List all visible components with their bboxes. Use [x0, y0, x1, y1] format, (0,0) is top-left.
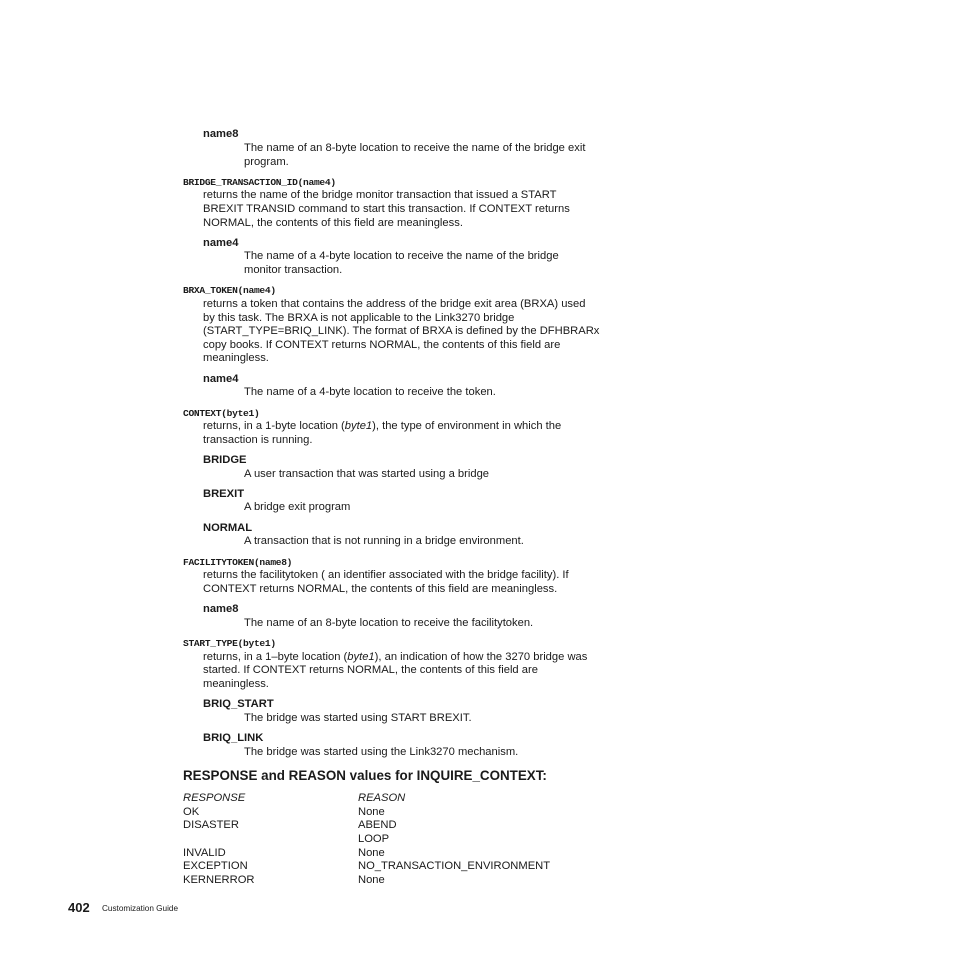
- table-cell-reason: ABEND: [358, 819, 397, 831]
- desc-line: A user transaction that was started using a bridge: [244, 468, 490, 480]
- term-start-type: START_TYPE(byte1): [183, 638, 276, 649]
- response-heading: RESPONSE and REASON values for INQUIRE_CONTEXT:: [183, 768, 547, 783]
- desc-line: A transaction that is not running in a bridge environment.: [244, 535, 524, 547]
- table-cell-reason: None: [358, 874, 385, 886]
- table-cell-response: INVALID: [183, 847, 226, 859]
- term-briq-link: BRIQ_LINK: [203, 732, 264, 744]
- term-facilitytoken: FACILITYTOKEN(name8): [183, 557, 293, 568]
- desc-line: returns the name of the bridge monitor transaction that issued a START: [203, 189, 557, 201]
- table-header-response: RESPONSE: [183, 792, 246, 804]
- term-briq-start: BRIQ_START: [203, 698, 274, 710]
- desc-line: (START_TYPE=BRIQ_LINK). The format of BRXA is defined by the DFHBRARx: [203, 325, 600, 337]
- page-number: 402: [68, 900, 90, 915]
- table-cell-response: EXCEPTION: [183, 860, 248, 872]
- desc-line: The bridge was started using START BREXIT.: [244, 712, 472, 724]
- desc-line: transaction is running.: [203, 434, 313, 446]
- table-header-reason: REASON: [358, 792, 406, 804]
- desc-line: program.: [244, 156, 289, 168]
- desc-line: meaningless.: [203, 352, 269, 364]
- table-cell-response: KERNERROR: [183, 874, 255, 886]
- desc-line: NORMAL, the contents of this field are meaningless.: [203, 217, 463, 229]
- desc-line: by this task. The BRXA is not applicable to the Link3270 bridge: [203, 312, 515, 324]
- desc-line: The name of a 4-byte location to receive the name of the bridge: [244, 250, 559, 262]
- table-cell-reason: None: [358, 847, 385, 859]
- desc-line: returns, in a 1–byte location (byte1), an indication of how the 3270 bridge was: [203, 651, 588, 663]
- table-cell-reason: NO_TRANSACTION_ENVIRONMENT: [358, 860, 551, 872]
- term-name8: name8: [203, 603, 239, 615]
- desc-line: meaningless.: [203, 678, 269, 690]
- term-normal: NORMAL: [203, 522, 253, 534]
- table-cell-response: DISASTER: [183, 819, 239, 831]
- desc-line: The name of an 8-byte location to receive the name of the bridge exit: [244, 142, 586, 154]
- term-name4: name4: [203, 237, 239, 249]
- desc-line: CONTEXT returns NORMAL, the contents of this field are meaningless.: [203, 583, 558, 595]
- term-name8: name8: [203, 128, 239, 140]
- desc-line: A bridge exit program: [244, 501, 351, 513]
- term-brexit: BREXIT: [203, 488, 245, 500]
- table-cell-reason: LOOP: [358, 833, 390, 845]
- desc-line: BREXIT TRANSID command to start this transaction. If CONTEXT returns: [203, 203, 570, 215]
- term-context: CONTEXT(byte1): [183, 408, 260, 419]
- desc-line: returns the facilitytoken ( an identifier associated with the bridge facility). If: [203, 569, 569, 581]
- desc-line: The bridge was started using the Link3270 mechanism.: [244, 746, 519, 758]
- table-cell-response: OK: [183, 806, 200, 818]
- desc-line: The name of a 4-byte location to receive the token.: [244, 386, 496, 398]
- desc-line: copy books. If CONTEXT returns NORMAL, the contents of this field are: [203, 339, 561, 351]
- book-title: Customization Guide: [102, 904, 178, 913]
- desc-line: started. If CONTEXT returns NORMAL, the contents of this field are: [203, 664, 538, 676]
- term-name4: name4: [203, 373, 239, 385]
- desc-line: returns a token that contains the address of the bridge exit area (BRXA) used: [203, 298, 586, 310]
- desc-line: The name of an 8-byte location to receive the facilitytoken.: [244, 617, 534, 629]
- term-brxa-token: BRXA_TOKEN(name4): [183, 285, 276, 296]
- term-bridge: BRIDGE: [203, 454, 247, 466]
- desc-line: returns, in a 1-byte location (byte1), the type of environment in which the: [203, 420, 562, 432]
- desc-line: monitor transaction.: [244, 264, 343, 276]
- table-cell-reason: None: [358, 806, 385, 818]
- term-bridge-transaction-id: BRIDGE_TRANSACTION_ID(name4): [183, 177, 336, 188]
